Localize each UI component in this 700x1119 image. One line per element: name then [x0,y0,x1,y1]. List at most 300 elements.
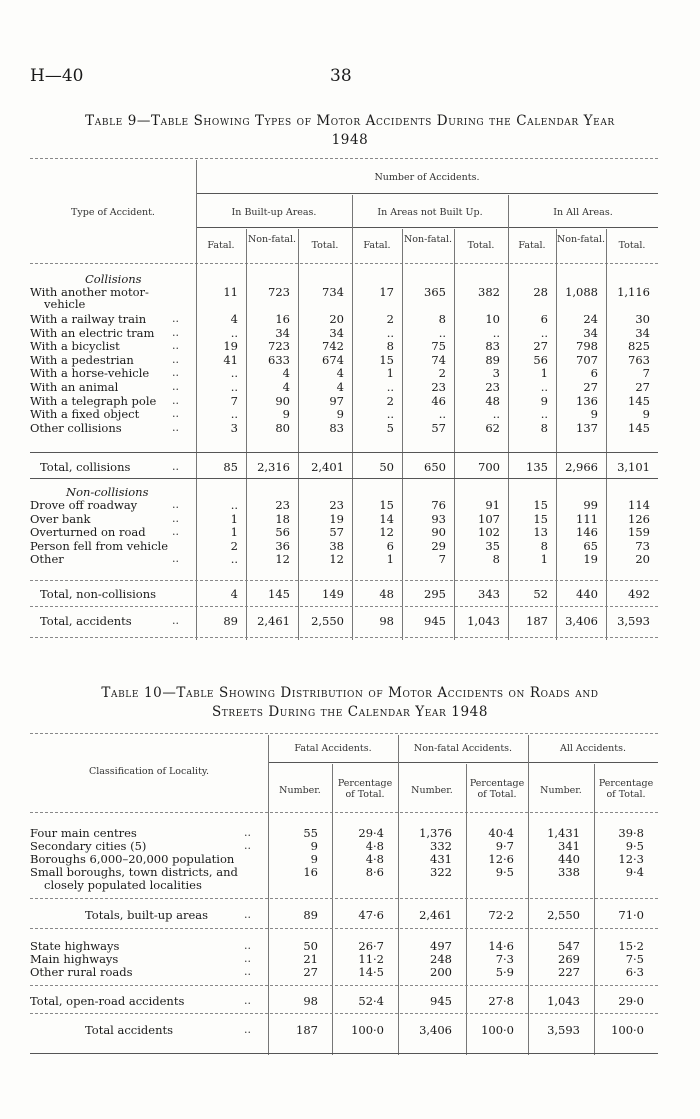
table10-cell: 52·4 [358,994,384,1008]
collisions-heading: Collisions [85,272,142,286]
table10-rule [30,1013,658,1014]
leader-dots: .. [172,420,179,434]
table9-cell: 6 [590,366,598,381]
table9-cell: 35 [485,538,500,553]
leader-dots: .. [244,994,251,1007]
page-number: 38 [330,66,352,86]
table9-cell: 90 [431,525,446,540]
table9-row-label: With a horse-vehicle [30,366,150,381]
table9-cell: 723 [268,339,290,354]
table9-cell: 2,401 [311,460,344,474]
table10-subcolumn-header: Number. [540,785,582,796]
leader-dots: .. [244,965,251,978]
table9-cell: .. [230,366,238,381]
table10-row-label: Small boroughs, town districts, and [30,865,238,879]
table9-cell: 1,043 [467,614,500,628]
table9-cell: 633 [268,352,290,367]
table9-cell: 111 [576,511,598,526]
table9-cell: 9 [642,407,650,422]
table10-cell: 945 [430,994,452,1008]
table9-cell: 34 [635,325,650,340]
table10-row-label: State highways [30,939,120,953]
table9-cell: 3,101 [617,460,650,474]
table9-cell: 14 [379,511,394,526]
table9-cell: 27 [583,380,598,394]
table10-cell: 55 [303,826,318,840]
table9-cell: 15 [533,498,548,512]
table9-cell: .. [492,325,500,340]
table9-row-label: Other [30,552,64,567]
table9-cell: .. [492,407,500,422]
table9-row-label-cont: vehicle [44,297,86,311]
table9-cell: 75 [431,339,446,354]
table9-cell: 1 [230,525,238,540]
table9-bottom-rule [30,637,658,638]
table9-cell: .. [386,407,394,422]
table9-cell: 11 [223,285,238,299]
table10-cell: 9·5 [625,839,644,853]
table9-cell: 707 [576,352,598,367]
table9-cell: 295 [424,587,446,601]
table9-cell: 52 [533,587,548,601]
table9-cell: 1,116 [617,285,650,299]
table9-rule [30,606,658,607]
table9-cell: 3 [230,420,238,435]
table10-cell: 39·8 [618,826,644,840]
table9-cell: 74 [431,352,446,367]
table10-cell: 50 [303,939,318,953]
table9-row-label: With a bicyclist [30,339,120,354]
table10-cell: 3,593 [547,1023,580,1037]
table9-cell: 1 [386,552,394,567]
table9-cell: 28 [533,285,548,299]
table10-cell: 227 [558,965,580,979]
table10-group-fatal: Fatal Accidents. [294,743,372,754]
table9-cell: 46 [431,393,446,408]
table10-class-column-header: Classification of Locality. [88,766,210,777]
table9-subcolumn-header: Fatal. [518,240,546,251]
table9-row-label: Person fell from vehicle [30,538,169,553]
table9-cell: 4 [336,366,344,381]
table10-rule [30,898,658,899]
table9-cell: 34 [329,325,344,340]
table9-type-column-header: Type of Accident. [71,207,155,218]
leader-dots: .. [244,939,251,952]
table9-cell: .. [540,407,548,422]
table9-cell: 90 [275,393,290,408]
leader-dots: .. [244,826,251,839]
table9-cell: 1 [386,366,394,381]
table9-cell: 3 [492,366,500,381]
table9-cell: 65 [583,538,598,553]
table9-cell: 12 [379,525,394,540]
table10-cell: 187 [296,1023,318,1037]
table10-cell: 100·0 [351,1023,384,1037]
table9-cell: 146 [576,525,598,540]
table9-cell: 36 [275,538,290,553]
table9-cell: 97 [329,393,344,408]
table9-cell: 20 [635,552,650,567]
table10-row-label: Totals, built-up areas [85,908,209,922]
table9-row-label: With a pedestrian [30,352,134,367]
table9-rule [30,580,658,581]
table10-cell: 1,431 [547,826,580,840]
table10-header-bottom-rule [30,812,658,813]
table9-cell: 12 [275,552,290,567]
table10-cell: 12·3 [618,852,644,866]
table9-cell: 93 [431,511,446,526]
table9-row-label: Other collisions [30,420,122,435]
table9-cell: 825 [628,339,650,354]
table9-cell: 18 [275,511,290,526]
table9-cell: 2 [386,312,394,326]
table10-cell: 4·8 [365,852,384,866]
table9-header-bottom-rule [30,263,658,264]
table10-row-label: Boroughs 6,000–20,000 population [30,852,235,866]
table9-cell: 4 [282,366,290,381]
table9-cell: 19 [223,339,238,354]
table10-cell: 1,043 [547,994,580,1008]
table9-cell: 102 [478,525,500,540]
table9-cell: .. [540,380,548,394]
table9-cell: 6 [540,312,548,326]
table10-row-label: Other rural roads [30,965,133,979]
table9-cell: 2 [386,393,394,408]
table10-rule [30,985,658,986]
table10-cell: 89 [303,908,318,922]
table9-cell: .. [438,407,446,422]
leader-dots: .. [172,380,179,393]
table9-cell: 136 [576,393,598,408]
table9-group-header: Number of Accidents. [374,172,480,183]
table9-cell: 2,550 [311,614,344,628]
table10-cell: 1,376 [419,826,452,840]
table10-subcolumn-header: Number. [279,785,321,796]
leader-dots: .. [172,339,179,353]
table10-cell: 9 [310,852,318,866]
table10-cell: 341 [558,839,580,853]
leader-dots: .. [244,839,251,852]
leader-dots: .. [172,552,179,566]
table9-area-builtup: In Built-up Areas. [231,207,317,218]
table9-cell: 700 [478,460,500,474]
table10-cell: 9·4 [625,865,644,879]
table10-cell: 14·6 [488,939,514,953]
table9-cell: 2,461 [257,614,290,628]
table9-row-label: Total, accidents [40,614,132,628]
table9-cell: 7 [230,393,238,408]
table9-cell: 145 [628,420,650,435]
table9-title-year: 1948 [331,132,369,148]
table9-cell: 650 [424,460,446,474]
table9-area-rule [196,227,658,228]
table10-subcolumn-header: Percentage of Total. [469,778,525,800]
leader-dots: .. [244,1023,251,1036]
table9-cell: 83 [329,420,344,435]
leader-dots: .. [172,312,179,325]
table9-cell: 76 [431,498,446,512]
table10-row-label: Main highways [30,952,119,966]
table10-subcolumn-header: Number. [411,785,453,796]
table10-cell: 14·5 [358,965,384,979]
table9-row-label: With a telegraph pole [30,393,157,408]
table10-cell: 98 [303,994,318,1008]
table9-cell: 85 [223,460,238,474]
table10-bottom-rule [30,1053,658,1054]
table9-cell: 30 [635,312,650,326]
table10-cell: 338 [558,865,580,879]
table10-cell: 269 [558,952,580,966]
table9-cell: 23 [275,498,290,512]
table10-rule [30,928,658,929]
table9-cell: 23 [431,380,446,394]
table9-cell: .. [230,380,238,394]
table10-cell: 29·0 [618,994,644,1008]
table9-cell: .. [386,325,394,340]
table9-cell: 8 [540,538,548,553]
table9-cell: 9 [540,393,548,408]
table9-cell: 674 [322,352,344,367]
table9-cell: 17 [379,285,394,299]
table9-subcolumn-header: Non-fatal. [403,234,453,245]
table9-cell: 945 [424,614,446,628]
table9-cell: .. [386,380,394,394]
table9-cell: 798 [576,339,598,354]
table10-cell: 4·8 [365,839,384,853]
table9-cell: 13 [533,525,548,540]
table9-cell: .. [438,325,446,340]
table9-cell: 57 [431,420,446,435]
table9-cell: 9 [282,407,290,422]
table9-cell: 7 [438,552,446,567]
table9-cell: 126 [628,511,650,526]
table9-cell: 149 [322,587,344,601]
table9-row-label: With a fixed object [30,407,140,422]
table9-cell: 1 [540,366,548,381]
table10-cell: 8·6 [365,865,384,879]
table9-subcolumn-header: Non-fatal. [247,234,297,245]
table9-cell: 1,088 [565,285,598,299]
table10-cell: 100·0 [481,1023,514,1037]
table9-cell: 34 [583,325,598,340]
table9-cell: 89 [485,352,500,367]
table9-cell: 20 [329,312,344,326]
table9-cell: 34 [275,325,290,340]
table9-cell: 145 [628,393,650,408]
leader-dots: .. [172,511,179,525]
table9-cell: 763 [628,352,650,367]
table9-area-all: In All Areas. [553,207,613,218]
table10-cell: 322 [430,865,452,879]
table9-cell: 3,593 [617,614,650,628]
table10-cell: 248 [430,952,452,966]
table10-cell: 71·0 [618,908,644,922]
table9-subcolumn-header: Non-fatal. [556,234,606,245]
table10-cell: 440 [558,852,580,866]
table10-cell: 2,461 [419,908,452,922]
table9-row-label: With a railway train [30,312,147,326]
leader-dots: .. [172,352,179,366]
table9-cell: .. [230,407,238,422]
table10-cell: 7·3 [495,952,514,966]
table10-cell: 9·7 [495,839,514,853]
table9-cell: 1 [230,511,238,526]
table9-cell: 145 [268,587,290,601]
table10-group-rule [268,762,658,763]
noncollisions-heading: Non-collisions [66,485,149,499]
table9-cell: 19 [329,511,344,526]
table9-cell: 48 [485,393,500,408]
table9-cell: 9 [336,407,344,422]
table10-cell: 12·6 [488,852,514,866]
table10-cell: 547 [558,939,580,953]
table9-rule [30,478,658,479]
table10-cell: 431 [430,852,452,866]
table9-cell: 56 [533,352,548,367]
table9-cell: 7 [642,366,650,381]
table9-subcolumn-header: Total. [618,240,646,251]
table10-group-nonfatal: Non-fatal Accidents. [413,743,513,754]
table9-cell: 4 [336,380,344,394]
table10-cell: 16 [303,865,318,879]
table9-cell: 6 [386,538,394,553]
table9-cell: 23 [329,498,344,512]
table9-cell: 62 [485,420,500,435]
table9-cell: 723 [268,285,290,299]
leader-dots: .. [172,498,179,511]
table10-cell: 11·2 [358,952,384,966]
table9-top-rule [30,158,658,159]
table10-cell: 100·0 [611,1023,644,1037]
table10-cell: 7·5 [625,952,644,966]
table9-cell: 73 [635,538,650,553]
table9-cell: .. [230,552,238,567]
table10-row-label: Four main centres [30,826,137,840]
table10-cell: 200 [430,965,452,979]
table9-cell: 15 [533,511,548,526]
table10-cell: 27·8 [488,994,514,1008]
table9-cell: 734 [322,285,344,299]
leader-dots: .. [172,366,179,380]
table9-cell: 15 [379,352,394,367]
table9-cell: 187 [526,614,548,628]
table9-cell: 2 [438,366,446,381]
table9-cell: 382 [478,285,500,299]
table9-cell: 99 [583,498,598,512]
table9-cell: 24 [583,312,598,326]
table9-cell: 5 [386,420,394,435]
table10-cell: 6·3 [625,965,644,979]
table10-cell: 2,550 [547,908,580,922]
table9-subcolumn-header: Fatal. [363,240,391,251]
table9-cell: 4 [282,380,290,394]
table10-cell: 47·6 [358,908,384,922]
table10-title-line2: Streets During the Calendar Year 1948 [211,704,489,720]
table9-cell: 57 [329,525,344,540]
table10-subcolumn-header: Percentage of Total. [337,778,393,800]
table10-cell: 21 [303,952,318,966]
table9-cell: 8 [540,420,548,435]
table10-cell: 27 [303,965,318,979]
table10-top-rule [30,733,658,734]
table9-cell: 50 [379,460,394,474]
table10-row-label: Total, open-road accidents [30,994,185,1008]
table10-subcolumn-header: Percentage of Total. [598,778,654,800]
table9-cell: 23 [485,380,500,394]
table9-row-label: Over bank [30,511,91,526]
table10-group-all: All Accidents. [559,743,627,754]
page-reference: H—40 [30,66,84,86]
table9-subcolumn-header: Total. [467,240,495,251]
table9-cell: 83 [485,339,500,354]
table9-cell: 343 [478,587,500,601]
table9-cell: 29 [431,538,446,553]
table10-cell: 332 [430,839,452,853]
table9-cell: 365 [424,285,446,299]
table9-cell: 2,966 [565,460,598,474]
table9-cell: 15 [379,498,394,512]
table9-rule [30,452,658,453]
leader-dots: .. [244,908,251,921]
table9-cell: 137 [576,420,598,435]
table9-row-label: With an electric tram [30,325,155,340]
table9-cell: 16 [275,312,290,326]
table9-cell: 2,316 [257,460,290,474]
table9-cell: 41 [223,352,238,367]
table9-cell: .. [540,325,548,340]
table10-row-label: Total accidents [85,1023,174,1037]
table10-title: Table 10—Table Showing Distribution of Motor Accidents on Roads and [101,685,599,701]
table9-row-label: With another motor- [30,285,149,299]
table9-cell: 19 [583,552,598,567]
table10-cell: 9 [310,839,318,853]
table9-row-label: Overturned on road [30,525,146,540]
table10-cell: 40·4 [488,826,514,840]
table9-row-label: Total, non-collisions [40,587,156,601]
table9-cell: 8 [386,339,394,354]
table9-cell: 742 [322,339,344,354]
leader-dots: .. [172,325,179,339]
table9-cell: 8 [438,312,446,326]
table9-cell: 27 [635,380,650,394]
table9-group-rule [196,193,658,194]
table9-subcolumn-header: Total. [311,240,339,251]
table9-cell: 10 [485,312,500,326]
leader-dots: .. [172,614,179,627]
table9-cell: 91 [485,498,500,512]
table9-cell: 159 [628,525,650,540]
table9-cell: 114 [628,498,650,512]
leader-dots: .. [172,460,179,473]
table9-cell: 38 [329,538,344,553]
table9-row-label: Total, collisions [40,460,131,474]
table9-cell: 4 [230,587,238,601]
table9-title: Table 9—Table Showing Types of Motor Accidents During the Calendar Year [85,113,615,129]
table9-cell: 12 [329,552,344,567]
leader-dots: .. [172,393,179,407]
table9-row-label: With an animal [30,380,119,394]
table9-cell: 3,406 [565,614,598,628]
table9-cell: 135 [526,460,548,474]
table10-cell: 9·5 [495,865,514,879]
table9-cell: 89 [223,614,238,628]
table9-cell: 2 [230,538,238,553]
table9-cell: 107 [478,511,500,526]
table9-cell: 56 [275,525,290,540]
table9-cell: 48 [379,587,394,601]
table9-cell: 80 [275,420,290,435]
table10-cell: 3,406 [419,1023,452,1037]
